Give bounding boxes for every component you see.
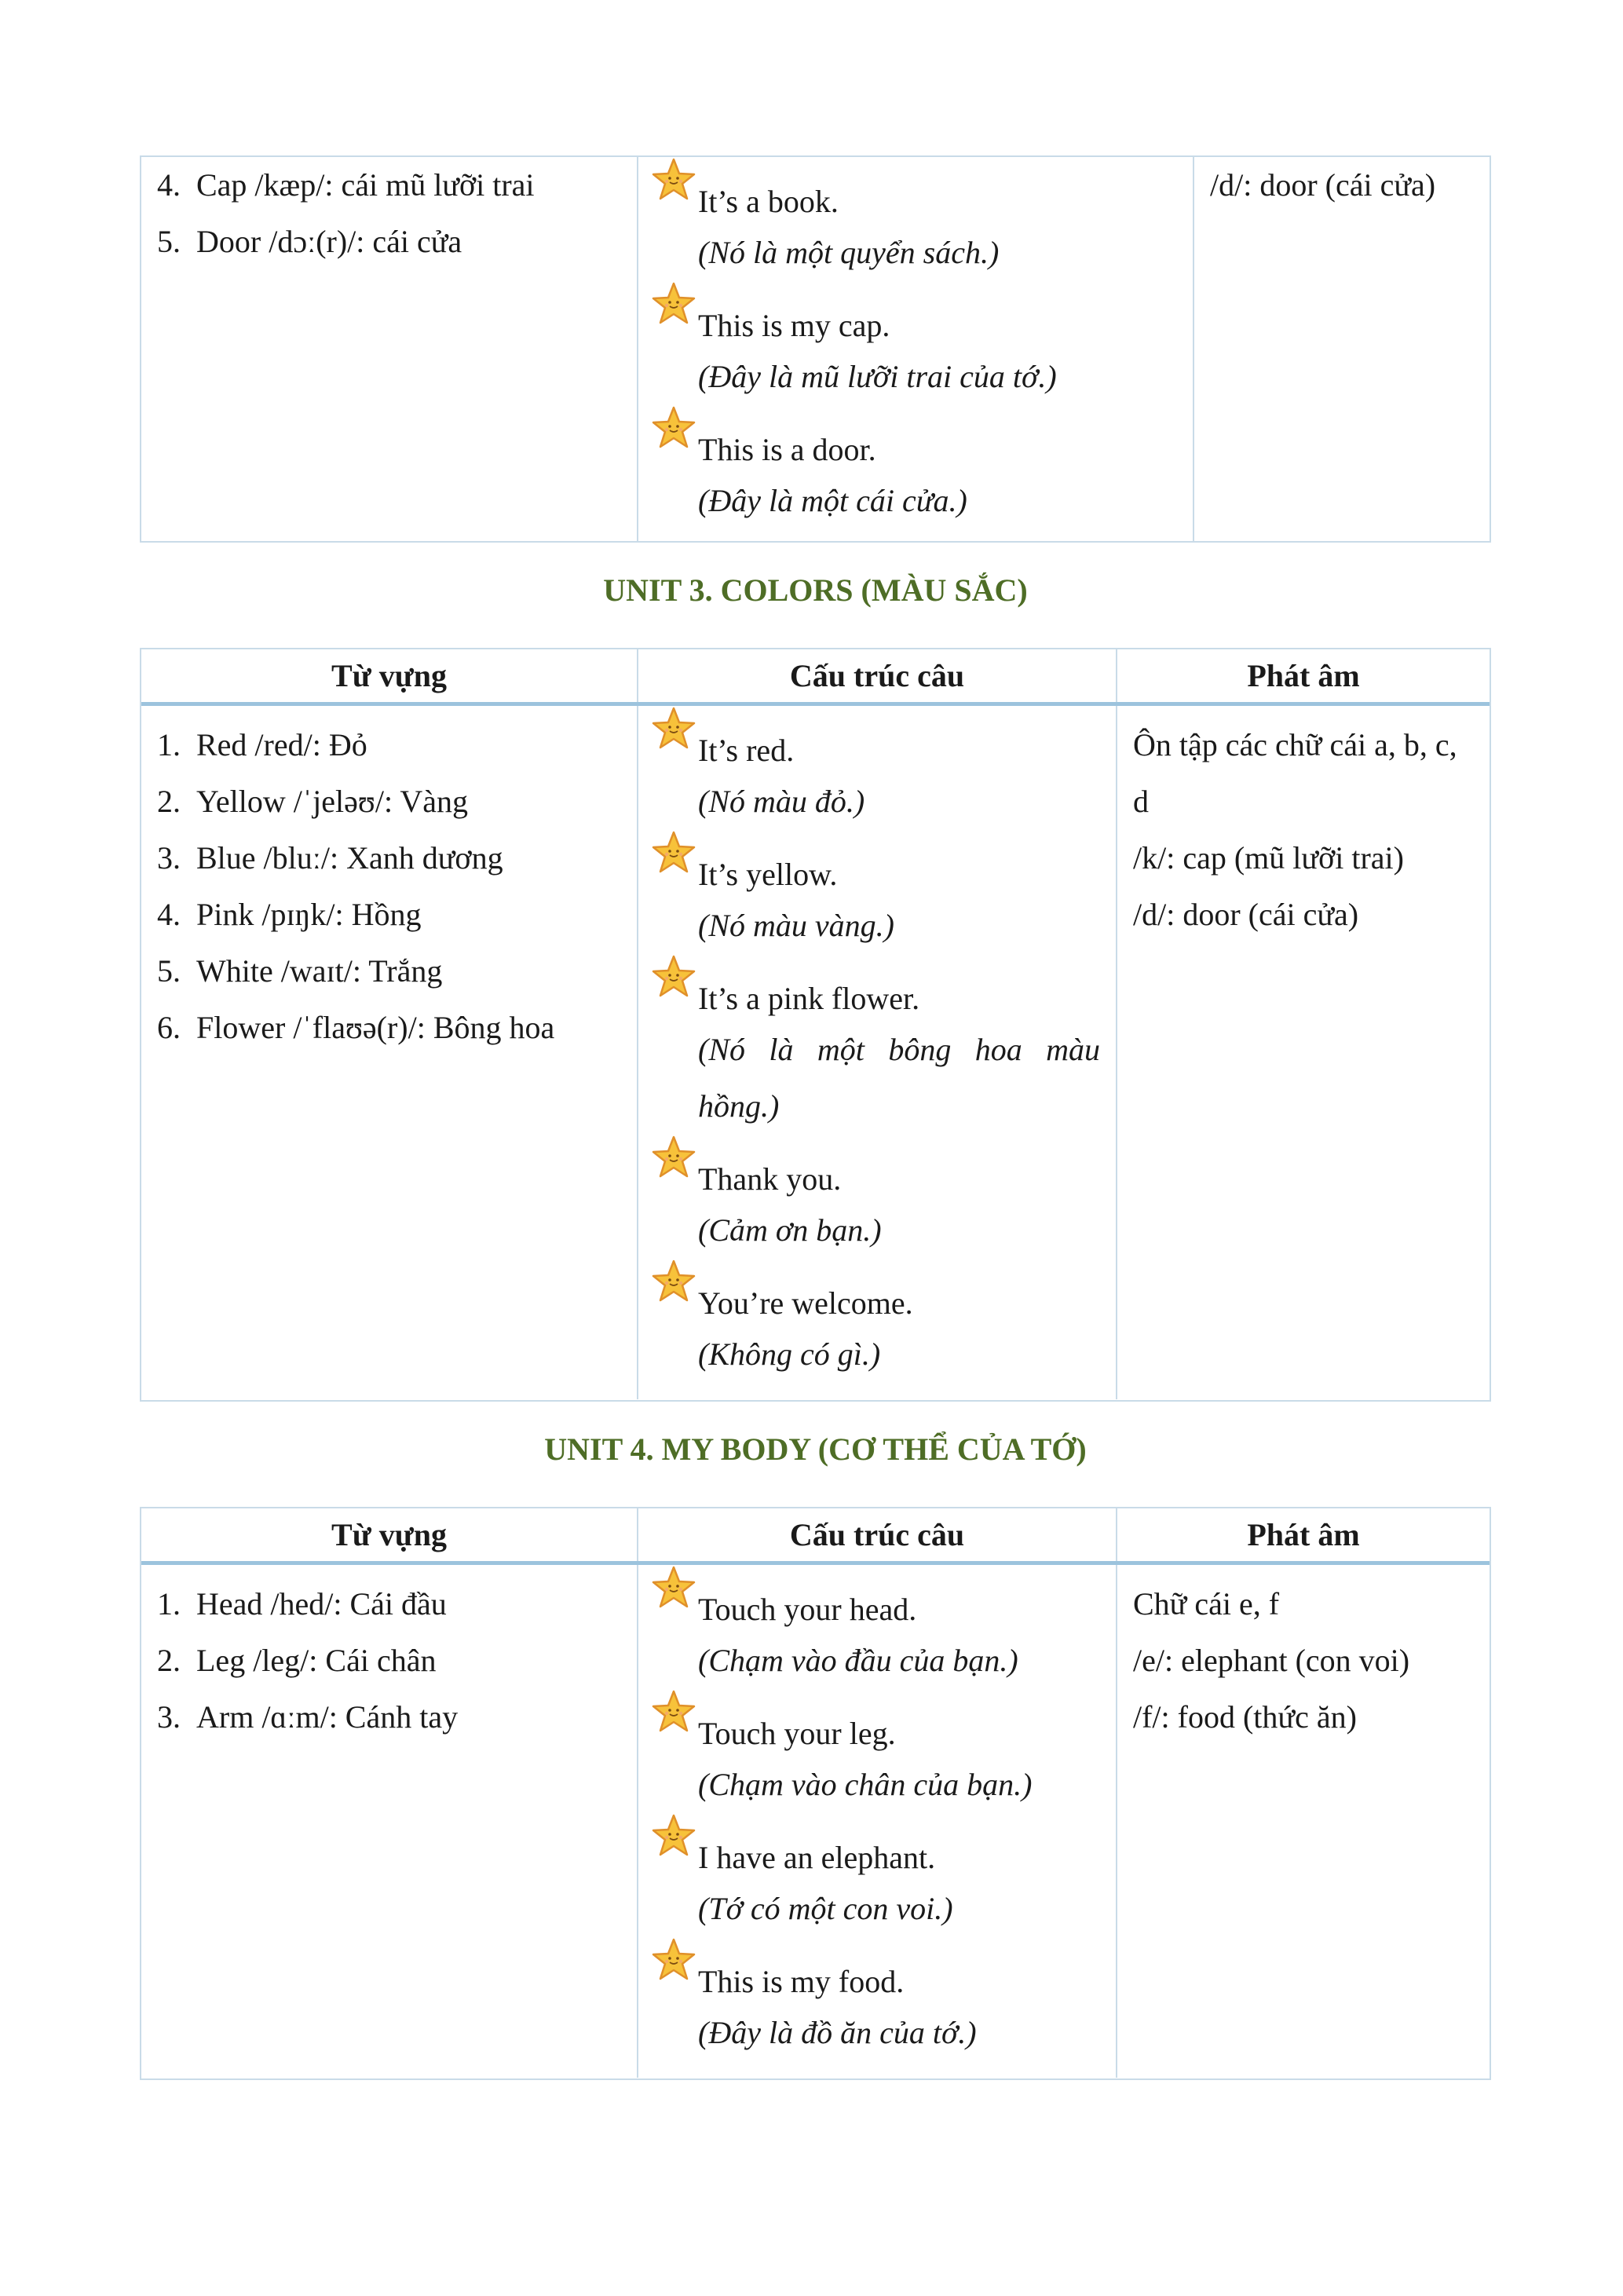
unit3-title: UNIT 3. COLORS (MÀU SẮC) <box>603 572 1028 608</box>
pron-line: d <box>1133 784 1149 819</box>
pron-line: Ôn tập các chữ cái a, b, c, <box>1133 727 1457 762</box>
star-icon <box>651 1937 696 1983</box>
sentence-item: It’s yellow. (Nó màu vàng.) <box>651 830 1100 954</box>
star-icon <box>651 157 696 203</box>
sentence-item: Touch your head. (Chạm vào đầu của bạn.) <box>651 1565 1100 1689</box>
pron-line: /f/: food (thức ăn) <box>1133 1699 1357 1735</box>
list-item: 3. Blue /bluː/: Xanh dương <box>157 840 503 876</box>
sentence-item: It’s red. (Nó màu đỏ.) <box>651 706 1100 830</box>
sentence-item: I have an elephant. (Tớ có một con voi.) <box>651 1813 1100 1937</box>
sentence-item: Thank you. (Cảm ơn bạn.) <box>651 1135 1100 1259</box>
sentence-item: It’s a book. (Nó là một quyển sách.) <box>651 157 1177 281</box>
sentence-item: This is a door. (Đây là một cái cửa.) <box>651 405 1177 529</box>
star-icon <box>651 1135 696 1180</box>
list-item: 5. White /waɪt/: Trắng <box>157 953 443 989</box>
star-icon <box>651 1565 696 1610</box>
sentence-item: Touch your leg. (Chạm vào chân của bạn.) <box>651 1689 1100 1813</box>
star-icon <box>651 1259 696 1304</box>
header-vocab: Từ vựng <box>141 1508 638 1561</box>
header-sentence: Cấu trúc câu <box>638 649 1117 702</box>
table-header <box>141 649 1490 706</box>
pronunciation-column <box>1194 157 1490 541</box>
list-item: 6. Flower /ˈflaʊə(r)/: Bông hoa <box>157 1010 555 1045</box>
list-item: 1. Red /red/: Đỏ <box>157 727 367 762</box>
list-item: 1. Head /hed/: Cái đầu <box>157 1586 447 1621</box>
pron-line: /k/: cap (mũ lưỡi trai) <box>1133 840 1404 876</box>
pron-line: /d/: door (cái cửa) <box>1133 897 1359 932</box>
header-vocab: Từ vựng <box>141 649 638 702</box>
list-item: 2. Yellow /ˈjeləʊ/: Vàng <box>157 784 469 819</box>
pron-line: /d/: door (cái cửa) <box>1210 167 1436 203</box>
sentence-item: It’s a pink flower. (Nó là một bông hoa màu hồng.) <box>651 954 1100 1135</box>
sentence-item: This is my cap. (Đây là mũ lưỡi trai của tớ.) <box>651 281 1177 405</box>
unit3-table <box>140 648 1491 1402</box>
header-pronunciation: Phát âm <box>1247 1517 1360 1552</box>
pron-line: /e/: elephant (con voi) <box>1133 1643 1410 1678</box>
unit2-table <box>140 155 1491 543</box>
vocab-column <box>141 1565 638 2078</box>
list-item: 2. Leg /leg/: Cái chân <box>157 1643 437 1678</box>
sentence-item: You’re welcome. (Không có gì.) <box>651 1259 1100 1383</box>
list-item: 3. Arm /ɑːm/: Cánh tay <box>157 1699 459 1735</box>
star-icon <box>651 706 696 751</box>
unit4-title: UNIT 4. MY BODY (CƠ THỂ CỦA TỚ) <box>544 1431 1087 1467</box>
star-icon <box>651 954 696 1000</box>
star-icon <box>651 1689 696 1735</box>
sentence-column <box>638 706 1117 1399</box>
pron-line: Chữ cái e, f <box>1133 1586 1280 1621</box>
list-item: 4. Pink /pɪŋk/: Hồng <box>157 897 422 932</box>
pronunciation-column <box>1117 706 1490 1399</box>
vocab-column <box>141 706 638 1399</box>
sentence-column <box>638 1565 1117 2078</box>
star-icon <box>651 1813 696 1859</box>
table-header <box>141 1508 1490 1565</box>
list-item: 4. Cap /kæp/: cái mũ lưỡi trai <box>157 167 535 203</box>
sentence-item: This is my food. (Đây là đồ ăn của tớ.) <box>651 1937 1100 2061</box>
pronunciation-column <box>1117 1565 1490 2078</box>
list-item: 5. Door /dɔː(r)/: cái cửa <box>157 224 462 259</box>
header-pronunciation: Phát âm <box>1247 658 1360 693</box>
vocab-column <box>141 157 638 541</box>
sentence-column <box>638 157 1194 541</box>
header-sentence: Cấu trúc câu <box>638 1508 1117 1561</box>
star-icon <box>651 405 696 451</box>
star-icon <box>651 281 696 327</box>
unit4-table <box>140 1507 1491 2080</box>
star-icon <box>651 830 696 876</box>
